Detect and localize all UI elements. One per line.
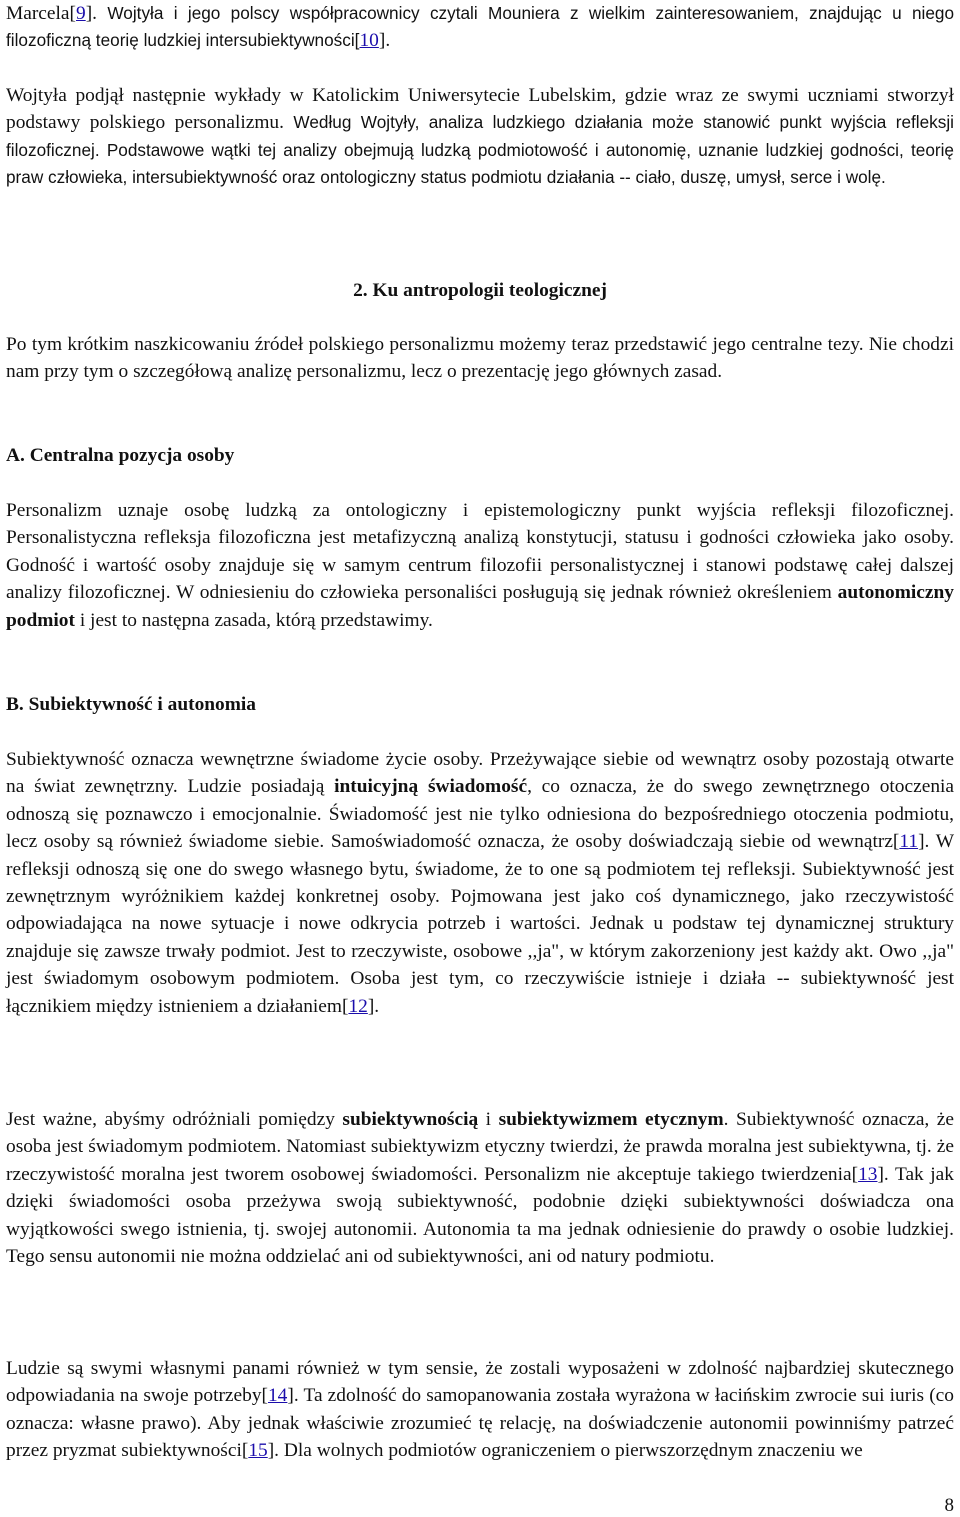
bold-term-intuitive-awareness: intuicyjną świadomość (334, 776, 528, 798)
footnote-ref-15[interactable]: 15 (248, 1440, 268, 1462)
footnote-ref-9[interactable]: 9 (75, 3, 86, 24)
page-number: 8 (944, 1495, 954, 1516)
paragraph-intro-theses: Po tym krótkim naszkicowaniu źródeł polskiego personalizmu możemy teraz przedstawić jego centralne tezy. Nie chodzi nam przy tym o szczegółową analizę personalizmu, lecz o prezentację jego głównych zasad. (6, 334, 954, 383)
bold-term-subjectivity: subiektywnością (342, 1109, 479, 1130)
footnote-ref-10[interactable]: 10 (359, 30, 379, 52)
bold-term-ethical-subjectivism: subiektywizmem etycznym (498, 1109, 724, 1130)
paragraph-central-person: Personalizm uznaje osobę ludzką za ontologiczny i epistemologiczny punkt wyjścia refleksji filozoficznej. Personalistyczna refleksja filozoficzna jest metafizyczną analizą konstytucji, statusu i godności człowieka jako osoby. Godność i wartość osoby znajduje się w samym centrum filozofii personalistycznej i stanowi podstawę całej dalszej analizy filozoficznej. W odniesieniu do człowieka personaliści posługują się jednak również określeniem autonomiczny podmiot i jest to następna zasada, którą przedstawimy. (6, 500, 954, 631)
footnote-ref-12[interactable]: 12 (348, 995, 368, 1017)
subsection-heading-a: A. Centralna pozycja osoby (6, 445, 235, 466)
section-heading-2: 2. Ku antropologii teologicznej (353, 280, 607, 301)
footnote-ref-11[interactable]: 11 (899, 831, 919, 853)
paragraph-subjectivity: Subiektywność oznacza wewnętrzne świadome życie osoby. Przeżywające siebie od wewnątrz osoby pozostają otwarte na świat zewnętrzny. Ludzie posiadają intuicyjną świadomość, co oznacza, że do swego zewnętrznego otoczenia odnoszą się poznawczo i emocjonalnie. Świadomość jest nie tylko odniesiona do bezpośredniego otoczenia podmiotu, lecz osoby są również świadome siebie. Samoświadomość oznacza, że osoby doświadczają siebie od wewnątrz[11]. W refleksji odnoszą się one do swego własnego bytu, świadome, że to one są podmiotem tej refleksji. Subiektywność jest zewnętrznym wyróżnikiem każdej konkretnej osoby. Pojmowana jest jako coś dynamicznego, jako rzeczywistość odpowiadająca na nowe sytuacje i nowe odkrycia potrzeb i wartości. Jednak u podstaw tej dynamicznej struktury znajduje się zawsze trwały podmiot. Jest to rzeczywiste, osobowe ,,ja", w którym zakorzeniony jest każdy akt. Owo ,,ja" jest świadomym osobowym podmiotem. Osoba jest tym, co rzeczywiście istnieje i działa -- subiektywność jest łącznikiem między istnieniem a działaniem[12]. (6, 749, 955, 1017)
paragraph-wojtyla: Wojtyła podjął następnie wykłady w Katolickim Uniwersytecie Lubelskim, gdzie wraz ze swymi uczniami stworzył podstawy polskiego personalizmu. Według Wojtyły, analiza ludzkiego działania może stanowić punkt wyjścia refleksji filozoficznej. Podstawowe wątki tej analizy obejmują ludzką podmiotowość i autonomię, uznanie ludzkiej godności, teorię praw człowieka, intersubiektywność oraz ontologiczny status podmiotu działania -- ciało, duszę, umysł, serce i wolę. (6, 85, 954, 188)
paragraph-subjectivism: Jest ważne, abyśmy odróżniali pomiędzy subiektywnością i subiektywizmem etycznym. Subiektywność oznacza, że osoba jest świadomym podmiotem. Natomiast subiektywizm etyczny twierdzi, że prawda moralna jest subiektywna, tj. że rzeczywistość moralna jest tworem osobowej świadomości. Personalizm nie akceptuje takiego twierdzenia[13]. Tak jak dzięki świadomości osoba przeżywa swoją subiektywność, podobnie dzięki subiektywności doświadcza ona wyjątkowości swego istnienia, tj. swojej autonomii. Autonomia ta ma jednak odniesienie do prawdy o osobie ludzkiej. Tego sensu autonomii nie można oddzielać ani od subiektywności, ani od natury podmiotu. (6, 1109, 955, 1268)
subsection-heading-b: B. Subiektywność i autonomia (6, 694, 256, 715)
footnote-ref-13[interactable]: 13 (858, 1163, 878, 1185)
footnote-ref-14[interactable]: 14 (267, 1385, 288, 1407)
bold-term-autonomous-subject: autonomiczny podmiot (6, 582, 954, 631)
paragraph-intro: Marcela[9]. Wojtyła i jego polscy współpracownicy czytali Mouniera z wielkim zainteresowaniem, znajdując u niego filozoficzną teorię ludzkiej intersubiektywności[10]. (6, 3, 955, 52)
paragraph-self-mastery: Ludzie są swymi własnymi panami również w tym sensie, że zostali wyposażeni w zdolność najbardziej skutecznego odpowiadania na swoje potrzeby[14]. Ta zdolność do samopanowania została wyrażona w łacińskim zwrocie sui iuris (co oznacza: własne prawo). Aby jednak właściwie zrozumieć tę relację, na doświadczenie autonomii powinniśmy patrzeć przez pryzmat subiektywności[15]. Dla wolnych podmiotów ograniczeniem o pierwszorzędnym znaczeniu we (6, 1358, 954, 1462)
